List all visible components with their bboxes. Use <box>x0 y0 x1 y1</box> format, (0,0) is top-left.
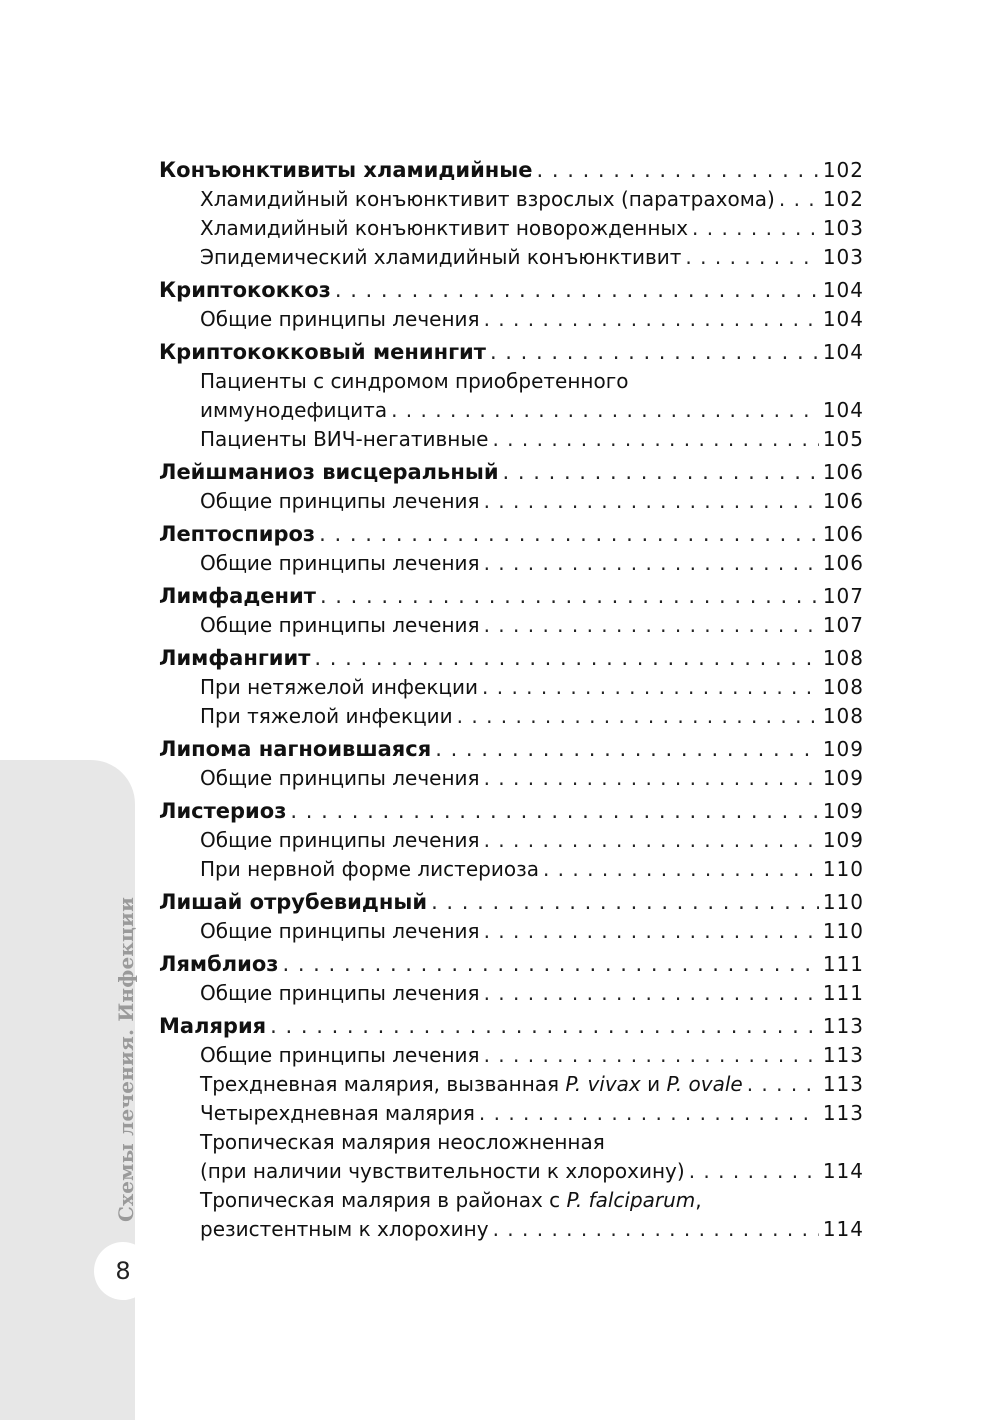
toc-chapter[interactable] <box>159 644 864 673</box>
toc-subentry[interactable] <box>159 979 864 1008</box>
toc-page-number: 110 <box>822 890 864 914</box>
toc-subentry[interactable] <box>159 214 864 243</box>
toc-subentry[interactable] <box>159 1041 864 1070</box>
toc-chapter[interactable] <box>159 520 864 549</box>
toc-chapter[interactable] <box>159 156 864 185</box>
toc-entry-title: Криптококкоз <box>159 278 331 302</box>
toc-entry-title: Хламидийный конъюнктивит новорожденных <box>200 216 689 240</box>
toc-page-number: 104 <box>822 398 864 422</box>
toc-chapter[interactable] <box>159 338 864 367</box>
toc-entry-title: Липома нагноившаяся <box>159 737 432 761</box>
table-of-contents <box>159 156 864 1244</box>
toc-page-number: 109 <box>822 766 864 790</box>
toc-page-number: 107 <box>822 584 864 608</box>
toc-page-number: 105 <box>822 427 864 451</box>
toc-page-number: 108 <box>822 675 864 699</box>
toc-page-number: 109 <box>822 799 864 823</box>
toc-entry-title: Листериоз <box>159 799 287 823</box>
toc-chapter[interactable] <box>159 888 864 917</box>
toc-page-number: 102 <box>822 187 864 211</box>
toc-entry-title: Лишай отрубевидный <box>159 890 428 914</box>
toc-page-number: 108 <box>822 704 864 728</box>
toc-entry-title: Общие принципы лечения <box>200 919 480 943</box>
toc-page-number: 104 <box>822 278 864 302</box>
toc-subentry[interactable] <box>159 549 864 578</box>
toc-subentry[interactable] <box>159 367 864 425</box>
toc-entry-title: Лептоспироз <box>159 522 316 546</box>
toc-page-number: 113 <box>822 1043 864 1067</box>
toc-page-number: 113 <box>822 1014 864 1038</box>
toc-chapter[interactable] <box>159 797 864 826</box>
toc-entry-title: Общие принципы лечения <box>200 613 480 637</box>
toc-entry-title: Конъюнктивиты хламидийные <box>159 158 533 182</box>
toc-entry-title: Малярия <box>159 1014 267 1038</box>
toc-entry-title: Общие принципы лечения <box>200 828 480 852</box>
toc-page-number: 113 <box>822 1101 864 1125</box>
toc-entry-title: При нервной форме листериоза <box>200 857 539 881</box>
toc-entry-title: Криптококковый менингит <box>159 340 486 364</box>
running-section-title: Схемы лечения. Инфекции <box>114 896 138 1222</box>
toc-subentry[interactable] <box>159 243 864 272</box>
toc-page-number: 113 <box>822 1072 864 1096</box>
toc-entry-title: Трехдневная малярия, вызванная P. vivax и P. ovale <box>200 1072 743 1096</box>
toc-entry-title-line2: (при наличии чувствительности к хлорохину) <box>200 1159 685 1183</box>
toc-page-number: 106 <box>822 551 864 575</box>
toc-entry-title: Общие принципы лечения <box>200 1043 480 1067</box>
toc-entry-title-line1: Тропическая малярия неосложненная <box>200 1130 605 1154</box>
toc-entry-title: Общие принципы лечения <box>200 489 480 513</box>
toc-entry-title: Общие принципы лечения <box>200 981 480 1005</box>
toc-page-number: 104 <box>822 307 864 331</box>
toc-subentry[interactable] <box>159 673 864 702</box>
toc-entry-title-line2: резистентным к хлорохину <box>200 1217 489 1241</box>
toc-page-number: 110 <box>822 919 864 943</box>
toc-page-number: 104 <box>822 340 864 364</box>
toc-subentry[interactable] <box>159 425 864 454</box>
toc-subentry[interactable] <box>159 1186 864 1244</box>
toc-entry-title: Лямблиоз <box>159 952 279 976</box>
toc-entry-title: Эпидемический хламидийный конъюнктивит <box>200 245 682 269</box>
toc-page-number: 106 <box>822 460 864 484</box>
toc-subentry[interactable] <box>159 1099 864 1128</box>
toc-page-number: 103 <box>822 245 864 269</box>
toc-entry-title: Общие принципы лечения <box>200 307 480 331</box>
toc-subentry[interactable] <box>159 826 864 855</box>
toc-subentry[interactable] <box>159 487 864 516</box>
toc-page-number: 106 <box>822 522 864 546</box>
toc-subentry[interactable] <box>159 702 864 731</box>
toc-entry-title: Лейшманиоз висцеральный <box>159 460 499 484</box>
toc-page-number: 111 <box>822 952 864 976</box>
toc-subentry[interactable] <box>159 185 864 214</box>
toc-page-number: 108 <box>822 646 864 670</box>
toc-subentry[interactable] <box>159 305 864 334</box>
toc-entry-title-line1: Тропическая малярия в районах с P. falciparum, <box>200 1188 702 1212</box>
toc-subentry[interactable] <box>159 855 864 884</box>
toc-page-number: 106 <box>822 489 864 513</box>
toc-page-number: 114 <box>822 1159 864 1183</box>
toc-page-number: 110 <box>822 857 864 881</box>
toc-page-number: 107 <box>822 613 864 637</box>
toc-subentry[interactable] <box>159 611 864 640</box>
toc-page-number: 111 <box>822 981 864 1005</box>
toc-page-number: 109 <box>822 828 864 852</box>
toc-chapter[interactable] <box>159 582 864 611</box>
toc-entry-title: При тяжелой инфекции <box>200 704 453 728</box>
toc-entry-title: Общие принципы лечения <box>200 551 480 575</box>
toc-entry-title: Общие принципы лечения <box>200 766 480 790</box>
toc-entry-title-line2: иммунодефицита <box>200 398 388 422</box>
toc-entry-title: Хламидийный конъюнктивит взрослых (паратрахома) <box>200 187 775 211</box>
toc-page-number: 114 <box>822 1217 864 1241</box>
toc-chapter[interactable] <box>159 458 864 487</box>
toc-page-number: 109 <box>822 737 864 761</box>
toc-entry-title: Пациенты ВИЧ-негативные <box>200 427 489 451</box>
toc-subentry[interactable] <box>159 1070 864 1099</box>
toc-page-number: 103 <box>822 216 864 240</box>
toc-entry-title: Лимфаденит <box>159 584 316 608</box>
toc-page-number: 102 <box>822 158 864 182</box>
toc-entry-title-line1: Пациенты с синдромом приобретенного <box>200 369 629 393</box>
toc-chapter[interactable] <box>159 735 864 764</box>
page-number: 8 <box>94 1242 152 1300</box>
toc-entry-title: При нетяжелой инфекции <box>200 675 479 699</box>
toc-chapter[interactable] <box>159 1012 864 1041</box>
toc-subentry[interactable] <box>159 917 864 946</box>
toc-chapter[interactable] <box>159 950 864 979</box>
toc-chapter[interactable] <box>159 276 864 305</box>
toc-subentry[interactable] <box>159 764 864 793</box>
toc-entry-title: Лимфангиит <box>159 646 311 670</box>
toc-subentry[interactable] <box>159 1128 864 1186</box>
toc-entry-title: Четырехдневная малярия <box>200 1101 475 1125</box>
